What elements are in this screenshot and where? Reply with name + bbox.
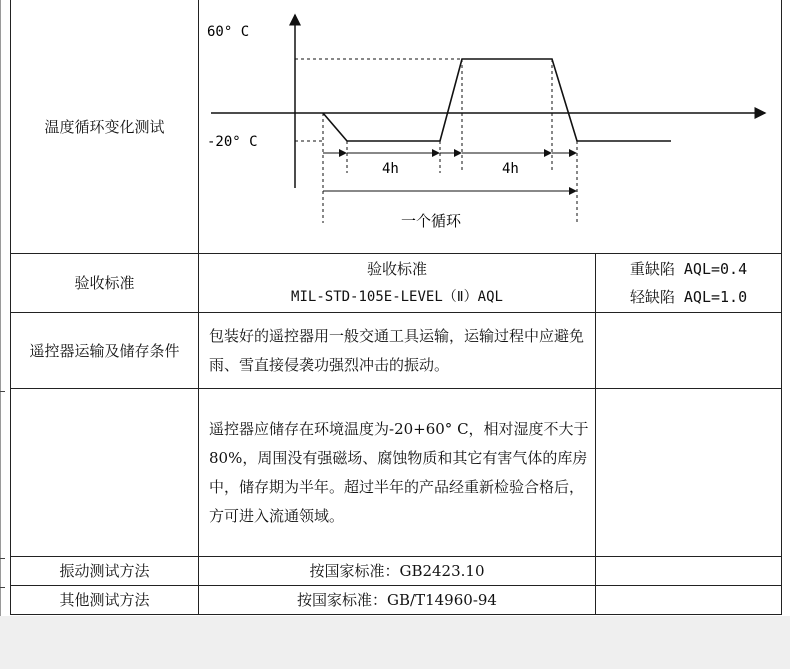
vibration-value: 按国家标准：GB2423.10 — [199, 557, 596, 586]
low-temp-label: -20° C — [207, 134, 258, 150]
table-row-other — [11, 586, 782, 615]
storage-label — [11, 389, 199, 557]
edge-tick — [0, 391, 5, 392]
high-duration-label: 4h — [502, 161, 519, 177]
table-row-storage — [11, 389, 782, 557]
low-duration-label: 4h — [382, 161, 399, 177]
aql-cell — [596, 254, 782, 313]
table-row-vibration — [11, 557, 782, 586]
acceptance-standard-value: MIL-STD-105E-LEVEL（Ⅱ）AQL — [291, 289, 503, 305]
temp-cycle-diagram-cell — [199, 0, 782, 254]
transport-text: 包装好的遥控器用一般交通工具运输，运输过程中应避免雨、雪直接侵袭功强烈冲击的振动。 — [199, 313, 596, 389]
high-temp-label: 60° C — [207, 24, 250, 40]
table-row-transport — [11, 313, 782, 389]
major-defect-aql: 重缺陷 AQL=0.4 — [629, 260, 748, 278]
other-empty-cell — [596, 586, 782, 615]
storage-text: 遥控器应储存在环境温度为-20+60° C，相对湿度不大于 80%，周围没有强磁场、腐蚀物质和其它有害气体的库房中，储存期为半年。超过半年的产品经重新检验合格后，方可进入流通领域。 — [199, 389, 596, 557]
transport-empty-cell — [596, 313, 782, 389]
temperature-profile-line — [323, 59, 671, 141]
cycle-label: 一个循环 — [401, 212, 462, 230]
vibration-empty-cell — [596, 557, 782, 586]
edge-tick — [0, 558, 5, 559]
transport-label: 遥控器运输及储存条件 — [11, 313, 199, 389]
storage-empty-cell — [596, 389, 782, 557]
page-gutter-line — [0, 0, 1, 616]
table-row-temp-cycle — [11, 0, 782, 254]
temp-cycle-diagram — [199, 1, 781, 252]
vibration-label: 振动测试方法 — [11, 557, 199, 586]
other-label: 其他测试方法 — [11, 586, 199, 615]
spec-table — [10, 0, 782, 615]
temp-cycle-chart — [199, 1, 781, 252]
other-value: 按国家标准：GB/T14960-94 — [199, 586, 596, 615]
acceptance-label: 验收标准 — [11, 254, 199, 313]
minor-defect-aql: 轻缺陷 AQL=1.0 — [629, 288, 748, 306]
temp-cycle-label: 温度循环变化测试 — [11, 0, 199, 254]
acceptance-standard-title: 验收标准 — [366, 260, 427, 278]
edge-tick — [0, 587, 5, 588]
acceptance-standard-cell — [199, 254, 596, 313]
table-row-acceptance — [11, 254, 782, 313]
